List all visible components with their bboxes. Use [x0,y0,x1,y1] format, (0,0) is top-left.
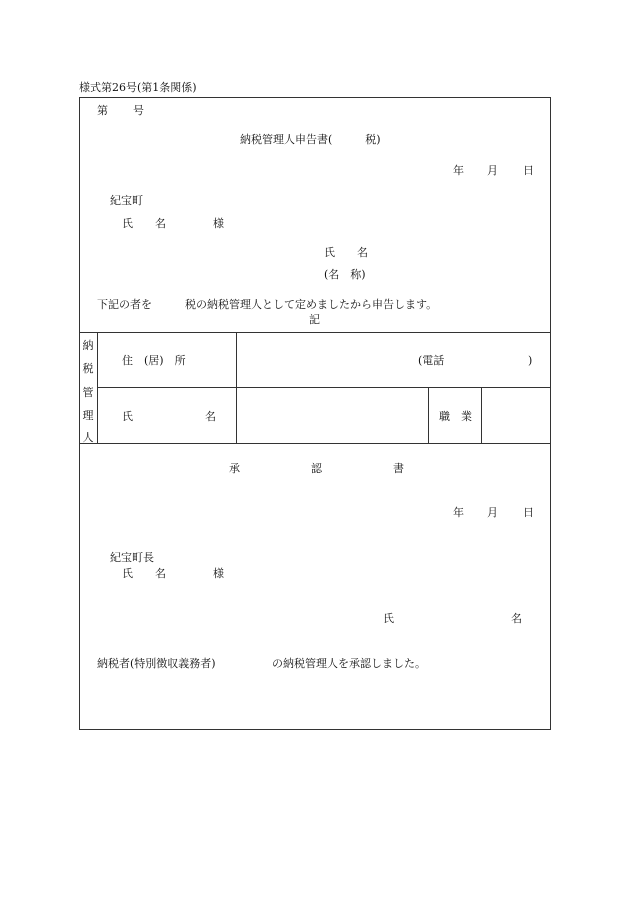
approval-title-2: 認 [311,462,322,475]
addressee-honorific: 様 [213,217,224,230]
phone-close: ) [528,354,533,367]
date-month: 月 [487,164,498,177]
form-caption: 様式第26号(第1条関係) [79,81,197,94]
phone-open: (電話 [418,354,445,367]
addressee-name: 氏 [122,217,133,230]
date-day: 日 [523,164,534,177]
application-title: 納税管理人申告書( 税) [240,133,381,146]
approver-name-1: 氏 [383,612,394,625]
approver-name-2: 名 [511,612,522,625]
addressee-town: 紀宝町 [110,194,143,207]
approval-statement-prefix: 納税者(特別徴収義務者) [97,657,216,670]
applicant-name: 氏 名 [324,246,368,259]
address-field[interactable] [237,333,550,387]
approval-date-month: 月 [487,506,498,519]
name-label-2: 名 [205,410,216,423]
side-column-line [97,332,98,443]
approval-statement-suffix: の納税管理人を承認しました。 [272,657,426,670]
address-label: 住 (居) 所 [122,354,186,367]
approval-addressee-title: 紀宝町長 [110,551,154,564]
approval-addressee-honorific: 様 [213,567,224,580]
application-statement: 下記の者を 税の納税管理人として定めましたから申告します。 [97,298,438,311]
table-bottom-line [79,443,551,444]
date-year: 年 [453,164,464,177]
occupation-left-line [428,387,429,443]
side-label [81,332,95,443]
approval-addressee-name2: 名 [155,567,166,580]
addressee-name2: 名 [155,217,166,230]
side-char: 理 [82,409,94,422]
name-label-1: 氏 [122,410,133,423]
applicant-corp: (名 称) [324,268,366,281]
number-prefix: 第 [97,104,108,117]
side-char: 人 [82,431,94,444]
occupation-field[interactable] [482,388,550,442]
number-suffix: 号 [133,104,144,117]
occupation-label: 職 業 [439,410,472,423]
side-char: 税 [82,362,94,375]
side-char: 管 [82,386,94,399]
ki-label: 記 [309,313,320,326]
approval-title-1: 承 [229,462,240,475]
side-char: 納 [82,339,94,352]
approval-date-day: 日 [523,506,534,519]
name-field[interactable] [237,388,427,442]
approval-date-year: 年 [453,506,464,519]
approval-addressee-name: 氏 [122,567,133,580]
approval-title-3: 書 [393,462,404,475]
